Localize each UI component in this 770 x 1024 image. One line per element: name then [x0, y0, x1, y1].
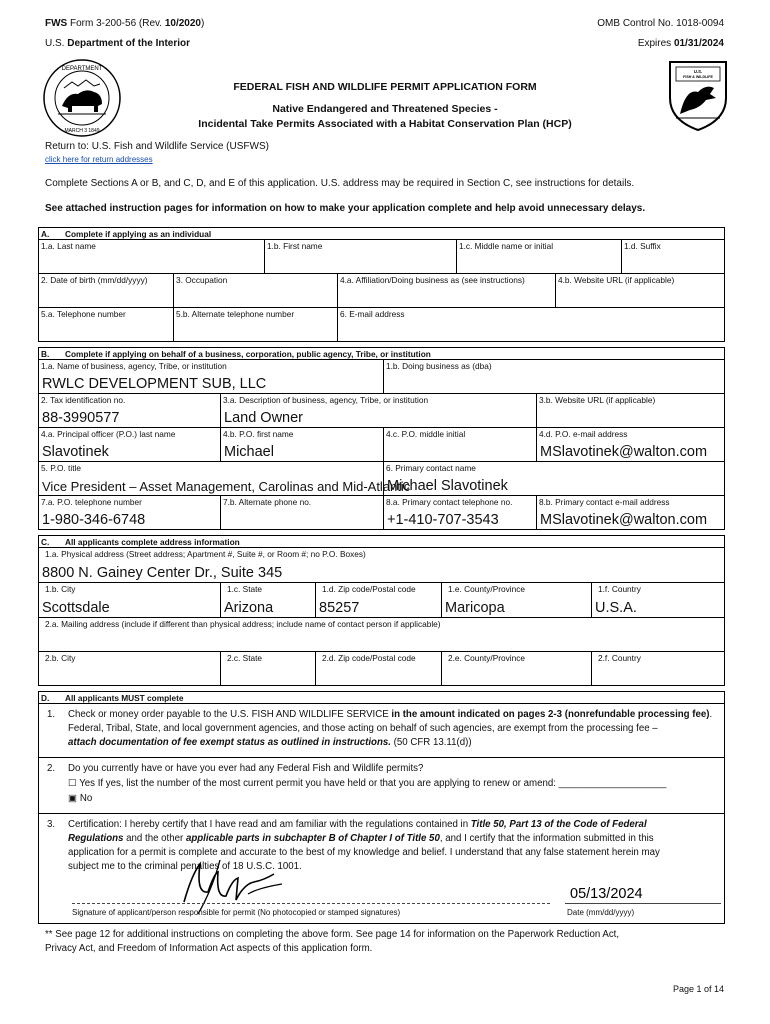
c-city-field[interactable]: 1.b. City Scottsdale — [38, 582, 221, 618]
a-email-field[interactable]: 6. E-mail address — [337, 307, 725, 342]
c-mailing-county-field[interactable]: 2.e. County/Province — [441, 651, 592, 686]
section-a-header: A. Complete if applying as an individual — [38, 227, 725, 240]
permit-no-label: No — [79, 793, 93, 804]
a-last-name-field[interactable]: 1.a. Last name — [38, 239, 265, 274]
a-website-field[interactable]: 4.b. Website URL (if applicable) — [555, 273, 725, 308]
c-state-field[interactable]: 1.c. State Arizona — [220, 582, 316, 618]
omb-control-number: OMB Control No. 1018-0094 — [597, 18, 724, 29]
a-dob-field[interactable]: 2. Date of birth (mm/dd/yyyy) — [38, 273, 174, 308]
section-b-header: B. Complete if applying on behalf of a business, corporation, public agency, Tribe, or institution — [38, 347, 725, 360]
c-mailing-state-field[interactable]: 2.c. State — [220, 651, 316, 686]
signature-line — [72, 903, 550, 904]
a-alt-telephone-field[interactable]: 5.b. Alternate telephone number — [173, 307, 338, 342]
expiration-date: Expires 01/31/2024 — [637, 38, 724, 49]
c-physical-address-field[interactable]: 1.a. Physical address (Street address; Apartment #, Suite #, or Room #; no P.O. Boxes) 8800 N. Gainey Center Dr., Suite 345 — [38, 547, 725, 583]
b-primary-contact-field[interactable]: 6. Primary contact name Michael Slavotinek — [383, 461, 725, 496]
b-po-email-field[interactable]: 4.d. P.O. e-mail address MSlavotinek@walton.com — [536, 427, 725, 462]
a-middle-name-field[interactable]: 1.c. Middle name or initial — [456, 239, 622, 274]
a-telephone-field[interactable]: 5.a. Telephone number — [38, 307, 174, 342]
svg-text:MARCH 3 1849: MARCH 3 1849 — [64, 128, 100, 134]
c-mailing-city-field[interactable]: 2.b. City — [38, 651, 221, 686]
page-number: Page 1 of 14 — [672, 984, 724, 994]
b-po-title-field[interactable]: 5. P.O. title Vice President – Asset Management, Carolinas and Mid-Atlantic — [38, 461, 384, 496]
b-business-name-field[interactable]: 1.a. Name of business, agency, Tribe, or institution RWLC DEVELOPMENT SUB, LLC — [38, 359, 384, 394]
d-question-3-certification: 3. Certification: I hereby certify that I have read and am familiar with the regulations contained in Title 50, Part 13 of the Code of Federal Regulations and the other applicable parts in subchapter B of Chapter I of Title 50, and I certify that the information submitted in this application for a permit is complete and accurate to the best of my knowledge and belief. I understand that any false statement herein may subject me to the criminal penalties of 18 U.S.C. 1001. — [38, 813, 725, 924]
b-po-phone-field[interactable]: 7.a. P.O. telephone number 1-980-346-6748 — [38, 495, 221, 530]
b-dba-field[interactable]: 1.b. Doing business as (dba) — [383, 359, 725, 394]
signature-label: Signature of applicant/person responsible for permit (No photocopied or stamped signatures) — [72, 908, 401, 917]
a-occupation-field[interactable]: 3. Occupation — [173, 273, 338, 308]
svg-text:FISH & WILDLIFE: FISH & WILDLIFE — [683, 75, 713, 79]
b-contact-phone-field[interactable]: 8.a. Primary contact telephone no. +1-410-707-3543 — [383, 495, 537, 530]
instructions-note: See attached instruction pages for information on how to make your application complete and help avoid unnecessary delays. — [45, 203, 646, 214]
permit-yes-label: Yes If yes, list the number of the most current permit you have held or that you are applying to renew or amend: ____________________ — [79, 778, 667, 789]
c-county-field[interactable]: 1.e. County/Province Maricopa — [441, 582, 592, 618]
c-mailing-address-field[interactable]: 2.a. Mailing address (include if different than physical address; include name of contact person if applicable) — [38, 617, 725, 652]
d-q2-text: Do you currently have or have you ever had any Federal Fish and Wildlife permits? — [68, 763, 424, 774]
form-title: FEDERAL FISH AND WILDLIFE PERMIT APPLICATION FORM — [233, 81, 537, 93]
a-affiliation-field[interactable]: 4.a. Affiliation/Doing business as (see instructions) — [337, 273, 556, 308]
return-to-text: Return to: U.S. Fish and Wildlife Service (USFWS) — [45, 141, 269, 152]
b-po-middle-initial-field[interactable]: 4.c. P.O. middle initial — [383, 427, 537, 462]
svg-text:U.S.: U.S. — [693, 69, 703, 74]
footer-note: ** See page 12 for additional instructions on completing the above form. See page 14 for information on the Paperwork Reduction Act, Privacy Act, and Freedom of Information Act aspects of this application form. — [45, 929, 620, 954]
c-country-field[interactable]: 1.f. Country U.S.A. — [591, 582, 725, 618]
b-website-field[interactable]: 3.b. Website URL (if applicable) — [536, 393, 725, 428]
form-subtitle-1: Native Endangered and Threatened Species - — [272, 103, 498, 115]
signature-date-value[interactable]: 05/13/2024 — [570, 886, 643, 902]
department-line: U.S. Department of the Interior — [45, 38, 191, 49]
permit-yes-checkbox[interactable]: ☐ — [68, 778, 77, 789]
form-number: FWS Form 3-200-56 (Rev. 10/2020) — [45, 18, 205, 29]
section-d-header: D. All applicants MUST complete — [38, 691, 725, 704]
a-suffix-field[interactable]: 1.d. Suffix — [621, 239, 725, 274]
b-po-first-name-field[interactable]: 4.b. P.O. first name Michael — [220, 427, 384, 462]
return-addresses-link[interactable]: click here for return addresses — [45, 155, 153, 164]
date-line — [565, 903, 721, 904]
date-label: Date (mm/dd/yyyy) — [567, 908, 635, 917]
d-question-1: 1. Check or money order payable to the U.S. FISH AND WILDLIFE SERVICE in the amount indicated on pages 2-3 (nonrefundable processing fee). Federal, Tribal, State, and local government agencies, and those acting on behalf of such agencies, are exempt from the processing fee – attach documentation of fee exempt status as outlined in instructions. (50 CFR 13.11(d)) — [38, 703, 725, 758]
form-subtitle-2: Incidental Take Permits Associated with a Habitat Conservation Plan (HCP) — [198, 118, 572, 130]
b-po-last-name-field[interactable]: 4.a. Principal officer (P.O.) last name Slavotinek — [38, 427, 221, 462]
d-question-2: 2. Do you currently have or have you ever had any Federal Fish and Wildlife permits? ☐ Yes If yes, list the number of the most current permit you have held or that you are applying to renew or amend: ____________________ ▣ No — [38, 757, 725, 814]
b-contact-email-field[interactable]: 8.b. Primary contact e-mail address MSlavotinek@walton.com — [536, 495, 725, 530]
c-zip-field[interactable]: 1.d. Zip code/Postal code 85257 — [315, 582, 442, 618]
b-description-field[interactable]: 3.a. Description of business, agency, Tribe, or institution Land Owner — [220, 393, 537, 428]
b-alt-phone-field[interactable]: 7.b. Alternate phone no. — [220, 495, 384, 530]
c-mailing-country-field[interactable]: 2.f. Country — [591, 651, 725, 686]
section-c-header: C. All applicants complete address information — [38, 535, 725, 548]
c-mailing-zip-field[interactable]: 2.d. Zip code/Postal code — [315, 651, 442, 686]
permit-no-checkbox[interactable]: ▣ — [68, 793, 78, 804]
complete-sections-text: Complete Sections A or B, and C, D, and E of this application. U.S. address may be required in Section C, see instructions for details. — [45, 178, 635, 189]
a-first-name-field[interactable]: 1.b. First name — [264, 239, 457, 274]
svg-text:DEPARTMENT: DEPARTMENT — [61, 66, 103, 72]
b-tax-id-field[interactable]: 2. Tax identification no. 88-3990577 — [38, 393, 221, 428]
